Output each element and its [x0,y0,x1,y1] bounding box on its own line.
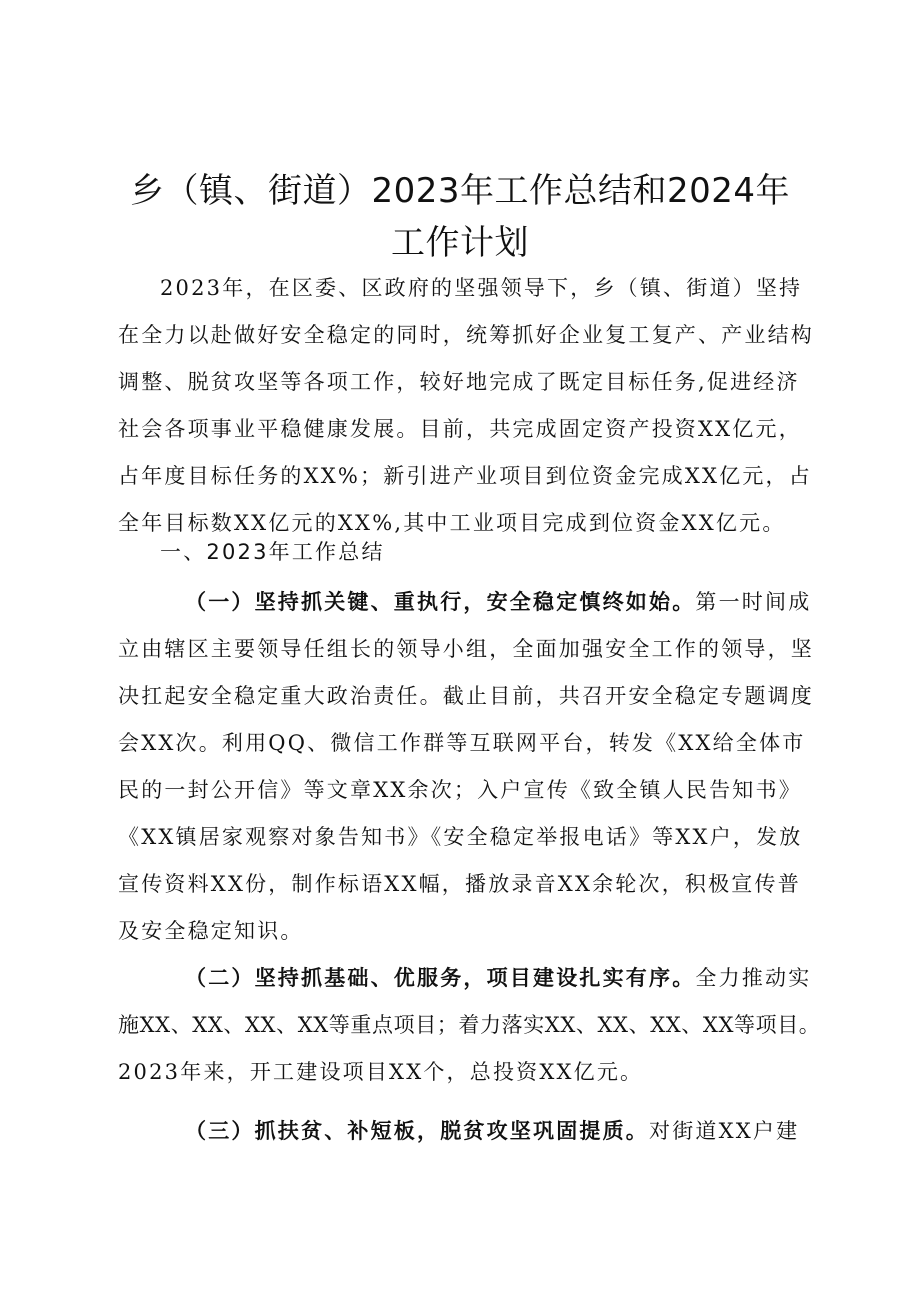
item-1-line: 立由辖区主要领导任组长的领导小组，全面加强安全工作的领导，坚 [118,637,814,661]
item-2-lead-rest: 全力推动实 [695,966,812,990]
item-1-line: 决扛起安全稳定重大政治责任。截止目前，共召开安全稳定专题调度 [118,684,814,708]
item-2-line: 施XX、XX、XX、XX等重点项目；着力落实XX、XX、XX、XX等项目。 [118,1013,821,1037]
document-title-line-2: 工作计划 [391,223,529,263]
item-1-line: 会XX次。利用QQ、微信工作群等互联网平台，转发《XX给全体市 [118,731,806,755]
item-3-lead: （三）抓扶贫、补短板，脱贫攻坚巩固提质。 [185,1118,649,1143]
item-1-lead: （一）坚持抓关键、重执行，安全稳定慎终如始。 [185,589,696,614]
intro-paragraph-line: 全年目标数XX亿元的XX%,其中工业项目完成到位资金XX亿元。 [118,511,786,535]
item-1-line: 《XX镇居家观察对象告知书》《安全稳定举报电话》等XX户，发放 [118,825,803,849]
intro-paragraph-line: 在全力以赴做好安全稳定的同时，统筹抓好企业复工复产、产业结构 [118,323,814,347]
intro-paragraph-line: 2023年，在区委、区政府的坚强领导下，乡（镇、街道）坚持 [160,276,803,300]
item-1-line: 宣传资料XX份，制作标语XX幅，播放录音XX余轮次，积极宣传普 [118,872,801,896]
item-1-lead-rest: 第一时间成 [695,590,812,614]
item-3-lead-rest: 对街道XX户建 [649,1119,800,1143]
item-3-first-line [185,1116,885,1146]
section-heading: 一、2023年工作总结 [160,540,385,564]
item-1-line: 及安全稳定知识。 [118,919,304,943]
item-2-line: 2023年来，开工建设项目XX个，总投资XX亿元。 [118,1060,644,1084]
intro-paragraph-line: 调整、脱贫攻坚等各项工作，较好地完成了既定目标任务,促进经济 [118,370,800,394]
item-2-lead: （二）坚持抓基础、优服务，项目建设扎实有序。 [185,965,696,990]
document-title-line-1: 乡（镇、街道）2023年工作总结和2024年 [129,171,791,211]
intro-paragraph-line: 占年度目标任务的XX%；新引进产业项目到位资金完成XX亿元，占 [118,464,812,488]
intro-paragraph-line: 社会各项事业平稳健康发展。目前，共完成固定资产投资XX亿元， [118,417,802,441]
item-1-first-line [185,587,885,617]
item-1-line: 民的一封公开信》等文章XX余次；入户宣传《致全镇人民告知书》 [118,778,802,802]
item-2-first-line [185,963,885,993]
